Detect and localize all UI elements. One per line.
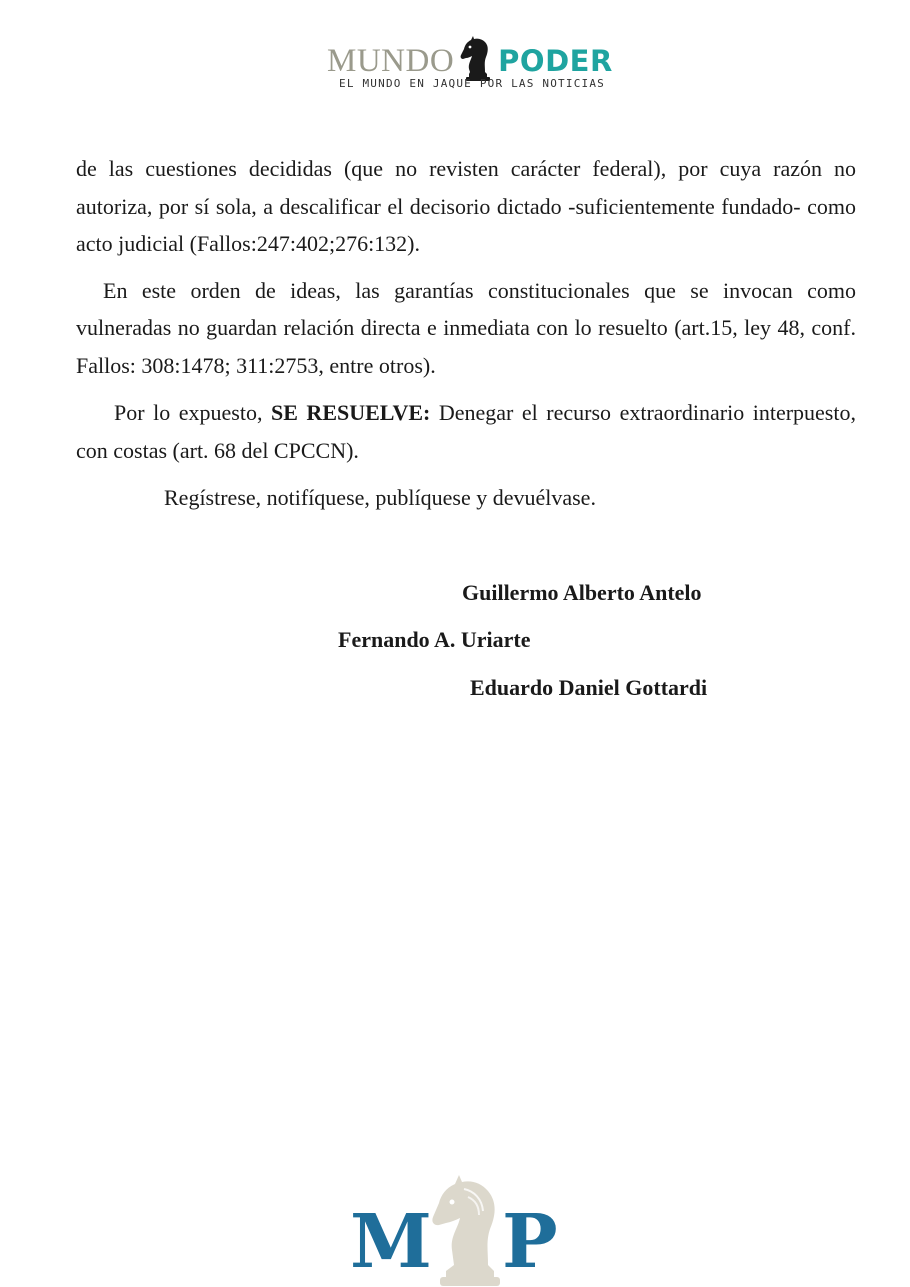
chess-knight-watermark-icon — [428, 1175, 512, 1287]
document-body — [76, 150, 856, 517]
logo-wordmark — [327, 38, 613, 78]
paragraph-1: de las cuestiones decididas (que no revisten carácter federal), por cuya razón no autoriza, por sí sola, a descalificar el decisorio dictado -suficientemente fundado- como acto judicial (Fallos:247:402;276:132). — [76, 156, 856, 256]
footer-letter-m: M — [350, 1199, 432, 1285]
paragraph-4: Regístrese, notifíquese, publíquese y devuélvase. — [164, 485, 596, 510]
paragraph-3-rest: Denegar el recurso extraordinario interpuesto, con costas (art. 68 del CPCCN). — [76, 400, 856, 463]
chess-knight-icon — [458, 36, 496, 82]
signature-3: Eduardo Daniel Gottardi — [470, 675, 708, 700]
footer-watermark-logo — [350, 1175, 565, 1287]
paragraph-3 — [76, 394, 856, 469]
paragraph-2: En este orden de ideas, las garantías constitucionales que se invocan como vulneradas no guardan relación directa e inmediata con lo resuelto (art.15, ley 48, conf. Fallos: 308:1478; 311:2753, entre otros). — [76, 277, 856, 378]
footer-letter-p: P — [502, 1199, 558, 1285]
signature-2: Fernando A. Uriarte — [338, 627, 531, 652]
logo-word-mundo: MUNDO — [327, 43, 455, 79]
paragraph-3-lead: Por lo expuesto, — [114, 400, 271, 425]
logo-word-poder: PODER — [498, 44, 613, 78]
header-logo — [0, 20, 910, 100]
signature-1: Guillermo Alberto Antelo — [462, 580, 702, 605]
resolution-heading: SE RESUELVE: — [270, 400, 431, 425]
logo-tagline: EL MUNDO EN JAQUE POR LAS NOTICIAS — [339, 77, 605, 90]
